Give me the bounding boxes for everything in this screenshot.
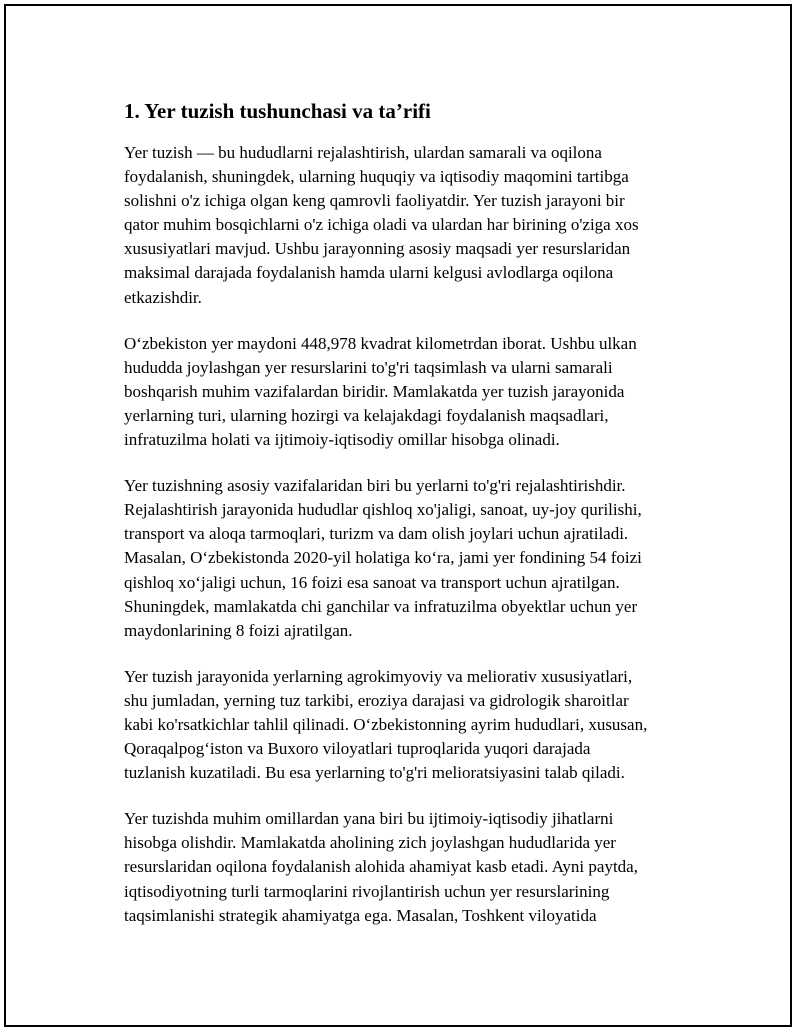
text-line: Yer tuzish jarayonida yerlarning agrokimyoviy va meliorativ xususiyatlari, [124, 666, 633, 686]
text-line: infratuzilma holati va ijtimoiy-iqtisodiy omillar hisobga olinadi. [124, 430, 560, 450]
text-line: resurslaridan oqilona foydalanish alohida ahamiyat kasb etadi. Ayni paytda, [124, 857, 638, 877]
text-line: hisobga olishdir. Mamlakatda aholining zich joylashgan hududlarida yer [124, 833, 616, 853]
text-line: qishloq xo‘jaligi uchun, 16 foizi esa sanoat va transport uchun ajratilgan. [124, 572, 620, 592]
text-line: xususiyatlari mavjud. Ushbu jarayonning asosiy maqsadi yer resurslaridan [124, 239, 631, 259]
text-line: Rejalashtirish jarayonida hududlar qishloq xo'jaligi, sanoat, uy-joy qurilishi, [124, 500, 642, 520]
paragraph-1 [124, 141, 694, 310]
text-line: Yer tuzish — bu hududlarni rejalashtirish, ulardan samarali va oqilona [124, 143, 602, 162]
text-line: taqsimlanishi strategik ahamiyatga ega. Masalan, Toshkent viloyatida [124, 905, 597, 925]
text-line: transport va aloqa tarmoqlari, turizm va dam olish joylari uchun ajratiladi. [124, 524, 629, 544]
text-line: iqtisodiyotning turli tarmoqlarini rivojlantirish uchun yer resurslarining [124, 881, 610, 901]
text-line: solishni o'z ichiga olgan keng qamrovli faoliyatdir. Yer tuzish jarayoni bir [124, 191, 625, 211]
text-line: foydalanish, shuningdek, ularning huquqiy va iqtisodiy maqomini tartibga [124, 167, 629, 187]
text-line: Qoraqalpog‘iston va Buxoro viloyatlari tuproqlarida yuqori darajada [124, 739, 591, 759]
text-line: boshqarish muhim vazifalardan biridir. Mamlakatda yer tuzish jarayonida [124, 381, 625, 401]
paragraph-2 [124, 332, 694, 452]
text-line: etkazishdir. [124, 287, 202, 307]
text-line: tuzlanish kuzatiladi. Bu esa yerlarning to'g'ri melioratsiyasini talab qiladi. [124, 763, 625, 783]
text-line: Yer tuzishning asosiy vazifalaridan biri bu yerlarni to'g'ri rejalashtirishdir. [124, 476, 626, 496]
text-line: yerlarning turi, ularning hozirgi va kelajakdagi foydalanish maqsadlari, [124, 405, 609, 425]
text-line: O‘zbekiston yer maydoni 448,978 kvadrat kilometrdan iborat. Ushbu ulkan [124, 333, 637, 353]
text-line: Masalan, O‘zbekistonda 2020-yil holatiga ko‘ra, jami yer fondining 54 foizi [124, 548, 642, 568]
paragraph-4 [124, 665, 694, 785]
paragraph-5 [124, 807, 694, 927]
text-line: shu jumladan, yerning tuz tarkibi, eroziya darajasi va gidrologik sharoitlar [124, 690, 629, 710]
text-line: maksimal darajada foydalanish hamda ularni kelgusi avlodlarga oqilona [124, 263, 614, 283]
text-line: hududda joylashgan yer resurslarini to'g'ri taqsimlash va ularni samarali [124, 357, 613, 377]
section-heading: 1. Yer tuzish tushunchasi va ta’rifi [124, 99, 431, 123]
text-line: qator muhim bosqichlarni o'z ichiga oladi va ulardan har birining o'ziga xos [124, 215, 639, 235]
text-line: Yer tuzishda muhim omillardan yana biri bu ijtimoiy-iqtisodiy jihatlarni [124, 809, 614, 829]
text-line: maydonlarining 8 foizi ajratilgan. [124, 620, 353, 640]
document-body [124, 97, 694, 950]
paragraph-3 [124, 474, 694, 643]
text-line: Shuningdek, mamlakatda chi ganchilar va infratuzilma obyektlar uchun yer [124, 596, 638, 616]
text-line: kabi ko'rsatkichlar tahlil qilinadi. O‘zbekistonning ayrim hududlari, xususan, [124, 714, 648, 734]
page-frame [4, 4, 792, 1027]
